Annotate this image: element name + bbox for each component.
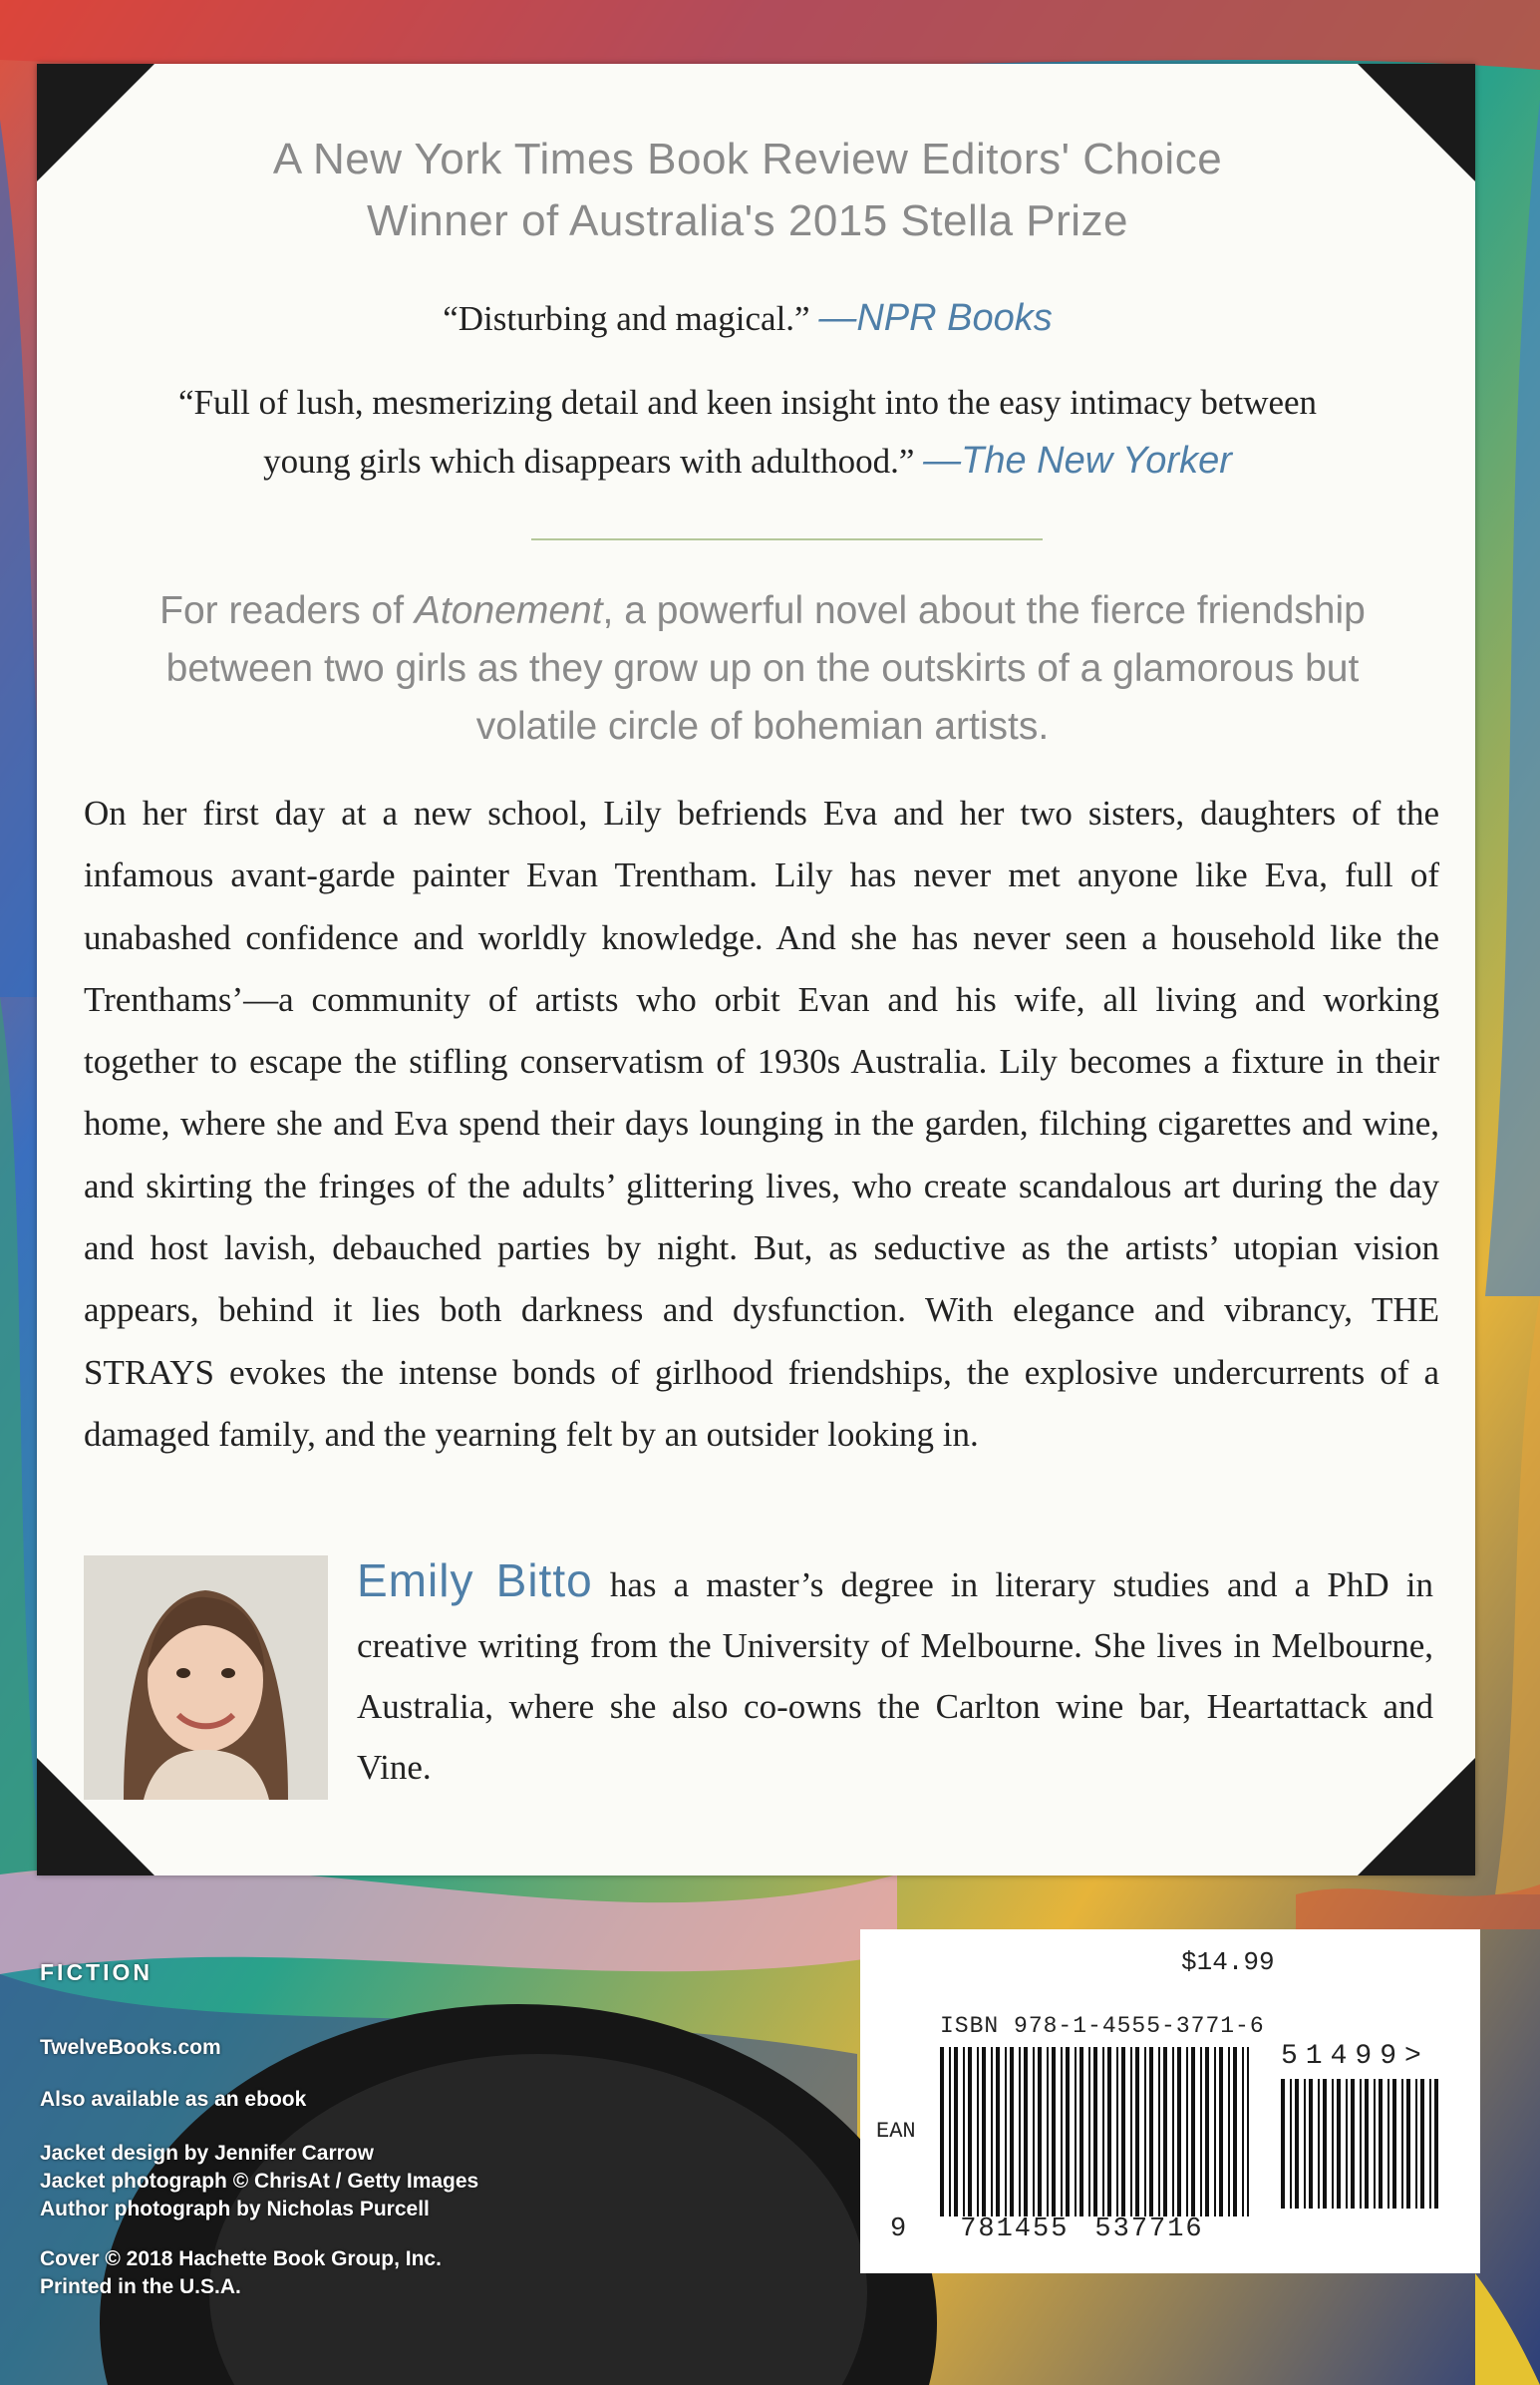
copyright-notice: Cover © 2018 Hachette Book Group, Inc. — [40, 2247, 442, 2270]
barcode-bar — [1351, 2079, 1355, 2209]
price-label: $14.99 — [1181, 1947, 1275, 1977]
barcode-bar — [1429, 2079, 1431, 2209]
barcode-bar — [1360, 2079, 1362, 2209]
barcode-bar — [1379, 2079, 1383, 2209]
author-name: Emily Bitto — [357, 1554, 593, 1606]
barcode-bar — [1079, 2047, 1083, 2216]
author-photo-credit: Author photograph by Nicholas Purcell — [40, 2198, 430, 2220]
barcode-bar — [1337, 2079, 1341, 2209]
book-description: On her first day at a new school, Lily befriends Eva and her two sisters, daughters of the infamous avant-garde painter Evan Trentham. Lily has never met anyone like Eva, full of unabashed confidence and worldly knowledge. And she has never seen a household like the Trenthams’—a community of artists who orbit Evan and his wife, all living and working together to escape the stifling conservatism of 1930s Australia. Lily becomes a fixture in their home, where she and Eva spend their days lounging in the garden, filching cigarettes and wine, and skirting the fringes of the adults’ glittering lives, who create scandalous art during the day and host lavish, debauched parties by night. But, as seductive as the artists’ utopian vision appears, behind it lies both darkness and dysfunction. With elegance and vibrancy, THE STRAYS evokes the intense bonds of girlhood friendships, the explosive undercurrents of a damaged family, and the yearning felt by an outsider looking in. — [84, 794, 1439, 1454]
barcode-digit-lead: 9 — [890, 2215, 909, 2244]
barcode-bar — [1075, 2047, 1077, 2216]
barcode-bar — [1200, 2047, 1202, 2216]
barcode-bar — [1387, 2079, 1389, 2209]
barcode-digits-group1: 781455 — [960, 2215, 1070, 2244]
tagline — [110, 582, 1415, 756]
author-bio-text: has a master’s degree in literary studies and a PhD in creative writing from the University of Melbourne. She lives in Melbourne, Australia, where she also co-owns the Carlton wine bar, Heartattack and Vine. — [357, 1565, 1433, 1787]
barcode-bar — [991, 2047, 993, 2216]
barcode-bar — [1144, 2047, 1146, 2216]
barcode-bar — [940, 2047, 944, 2216]
barcode-bar — [1107, 2047, 1111, 2216]
barcode-bar — [1295, 2079, 1299, 2209]
quote-new-yorker-line1: “Full of lush, mesmerizing detail and keen insight into the easy intimacy between — [177, 383, 1318, 422]
barcode-bar — [982, 2047, 986, 2216]
barcode-bar — [1281, 2079, 1285, 2209]
barcode-bar — [1365, 2079, 1369, 2209]
barcode-bar — [1130, 2047, 1132, 2216]
barcode-bar — [996, 2047, 1000, 2216]
barcode-bar — [1066, 2047, 1070, 2216]
jacket-design-credit: Jacket design by Jennifer Carrow — [40, 2142, 374, 2165]
jacket-photo-credit: Jacket photograph © ChrisAt / Getty Images — [40, 2170, 479, 2193]
barcode-bar — [1191, 2047, 1195, 2216]
ebook-note: Also available as an ebook — [40, 2088, 307, 2111]
tagline-rest: , a powerful novel about the fierce friendship between two girls as they grow up on the outskirts of a glamorous but volatile circle of bohemian artists. — [165, 589, 1366, 748]
barcode-bar — [1177, 2047, 1181, 2216]
author-bio — [357, 1550, 1433, 1798]
barcode-bar — [1010, 2047, 1014, 2216]
publisher-website: TwelveBooks.com — [40, 2036, 221, 2059]
divider-rule — [531, 538, 1043, 540]
barcode-bar — [1290, 2079, 1292, 2209]
barcode-bar — [1019, 2047, 1021, 2216]
barcode-bar — [963, 2047, 965, 2216]
barcode-bar — [1406, 2079, 1410, 2209]
quote-new-yorker — [120, 374, 1376, 491]
author-photo — [84, 1555, 328, 1800]
addon-digits — [1281, 2041, 1429, 2072]
barcode-bar — [1323, 2079, 1327, 2209]
barcode-bar — [1102, 2047, 1104, 2216]
ean-label: EAN — [876, 2119, 916, 2144]
barcode-bar — [1332, 2079, 1334, 2209]
quote-npr-source: —NPR Books — [818, 297, 1053, 339]
quote-new-yorker-line2 — [120, 432, 1376, 491]
ean-barcode — [940, 2047, 1249, 2216]
quote-new-yorker-source: —The New Yorker — [923, 440, 1232, 482]
barcode-bar — [1024, 2047, 1028, 2216]
isbn-label: ISBN 978-1-4555-3771-6 — [940, 2013, 1265, 2039]
barcode-bar — [1121, 2047, 1125, 2216]
barcode-bar — [968, 2047, 972, 2216]
barcode-bar — [1374, 2079, 1376, 2209]
barcode-bar — [1214, 2047, 1216, 2216]
barcode-bar — [1061, 2047, 1063, 2216]
addon-arrow: > — [1404, 2041, 1429, 2072]
barcode-bar — [1309, 2079, 1313, 2209]
barcode-bar — [1163, 2047, 1167, 2216]
printed-notice: Printed in the U.S.A. — [40, 2275, 241, 2298]
quote-npr-text: “Disturbing and magical.” — [443, 299, 810, 338]
barcode-bar — [977, 2047, 979, 2216]
addon-barcode — [1281, 2079, 1440, 2209]
barcode-bar — [1038, 2047, 1042, 2216]
barcode-bar — [1434, 2079, 1438, 2209]
category-label: FICTION — [40, 1959, 153, 1985]
barcode-bar — [1158, 2047, 1160, 2216]
barcode-digits — [890, 2215, 1204, 2244]
barcode-bar — [1033, 2047, 1035, 2216]
quote-npr — [120, 289, 1376, 348]
barcode-bar — [1005, 2047, 1007, 2216]
barcode-bar — [1304, 2079, 1306, 2209]
barcode-bar — [1401, 2079, 1403, 2209]
barcode-bar — [1346, 2079, 1348, 2209]
barcode-bar — [1219, 2047, 1223, 2216]
barcode-bar — [1392, 2079, 1396, 2209]
accolade-nyt: A New York Times Book Review Editors' Choice — [272, 135, 1223, 183]
barcode-bar — [1242, 2047, 1244, 2216]
barcode-bar — [1052, 2047, 1056, 2216]
barcode-bar — [1233, 2047, 1237, 2216]
barcode-bar — [1172, 2047, 1174, 2216]
barcode-digits-group2: 537716 — [1094, 2215, 1204, 2244]
addon-digits-text: 51499 — [1281, 2041, 1405, 2072]
barcode-bar — [1420, 2079, 1424, 2209]
quote-new-yorker-line2-text: young girls which disappears with adulthood.” — [263, 442, 915, 481]
author-portrait-icon — [84, 1555, 328, 1800]
barcode-bar — [1088, 2047, 1090, 2216]
barcode-bar — [1093, 2047, 1097, 2216]
barcode-bar — [1205, 2047, 1209, 2216]
barcode-bar — [949, 2047, 951, 2216]
barcode-box — [860, 1929, 1480, 2273]
barcode-bar — [1186, 2047, 1188, 2216]
barcode-bar — [1047, 2047, 1049, 2216]
barcode-bar — [1415, 2079, 1417, 2209]
barcode-bar — [1247, 2047, 1249, 2216]
tagline-prefix: For readers of — [159, 589, 415, 632]
barcode-bar — [1149, 2047, 1153, 2216]
accolade-stella: Winner of Australia's 2015 Stella Prize — [366, 196, 1129, 245]
barcode-bar — [1228, 2047, 1230, 2216]
barcode-bar — [1135, 2047, 1139, 2216]
barcode-bar — [1318, 2079, 1320, 2209]
barcode-bar — [1116, 2047, 1118, 2216]
barcode-bar — [954, 2047, 958, 2216]
tagline-title: Atonement — [414, 589, 603, 632]
